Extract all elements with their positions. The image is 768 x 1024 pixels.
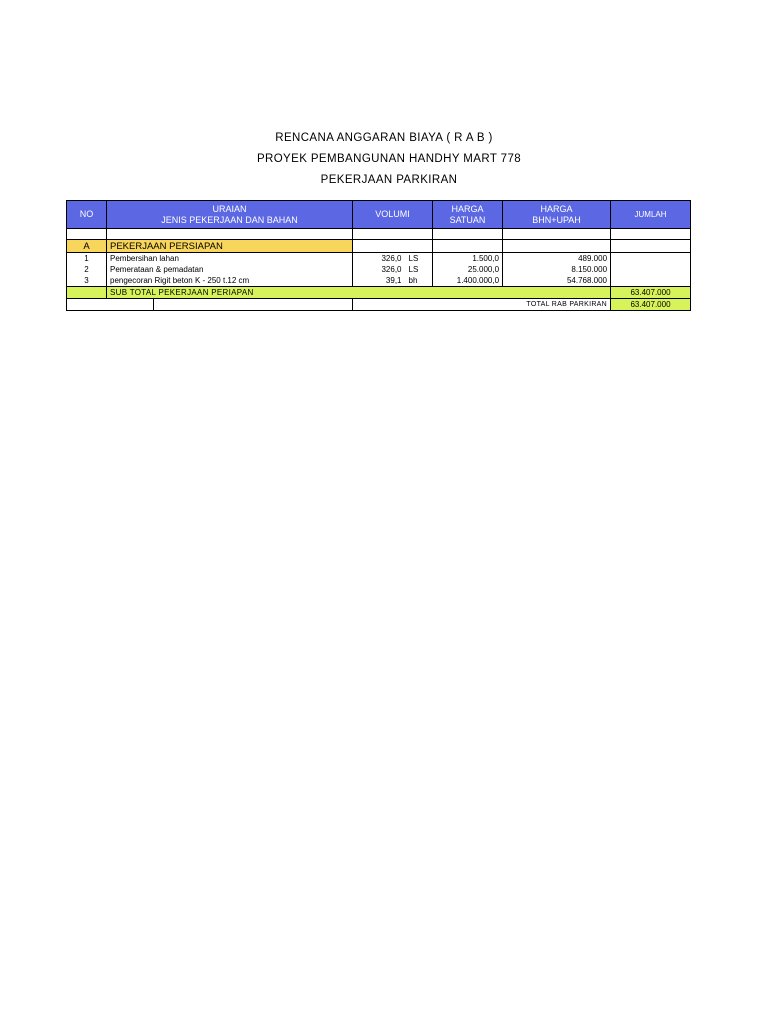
table-header-row (67, 201, 691, 229)
item-jumlah (611, 264, 691, 275)
item-no: 2 (67, 264, 107, 275)
header-harga-bhn-upah (503, 201, 611, 229)
document-title: RENCANA ANGGARAN BIAYA ( R A B ) (275, 132, 493, 144)
subtotal-label: SUB TOTAL PEKERJAAN PERIAPAN (107, 287, 611, 299)
item-volume: 326,0 (353, 253, 405, 265)
header-jumlah: JUMLAH (611, 201, 691, 229)
item-harga-bhn-upah: 54.768.000 (503, 275, 611, 287)
header-harga-satuan-line1: HARGA (451, 203, 484, 214)
item-no: 1 (67, 253, 107, 265)
item-uraian: Pembersihan lahan (107, 253, 353, 265)
grand-total-label: TOTAL RAB PARKIRAN (353, 299, 611, 311)
header-harga-bhn-line2: BHN+UPAH (532, 214, 581, 225)
item-volume: 39,1 (353, 275, 405, 287)
header-harga-bhn-line1: HARGA (540, 203, 573, 214)
header-uraian-line2: JENIS PEKERJAAN DAN BAHAN (161, 214, 298, 225)
item-harga-bhn-upah: 489.000 (503, 253, 611, 265)
header-no: NO (67, 201, 107, 229)
table-row (67, 264, 691, 275)
grand-total-row (67, 299, 691, 311)
section-name: PEKERJAAN PERSIAPAN (107, 240, 353, 253)
item-satuan: LS (405, 253, 433, 265)
item-harga-satuan: 1.500,0 (433, 253, 503, 265)
section-row (67, 240, 691, 253)
item-satuan: LS (405, 264, 433, 275)
item-no: 3 (67, 275, 107, 287)
item-uraian: Pemerataan & pemadatan (107, 264, 353, 275)
header-volumi: VOLUMI (353, 201, 433, 229)
spacer-row (67, 229, 691, 240)
item-volume: 326,0 (353, 264, 405, 275)
item-jumlah (611, 275, 691, 287)
subtotal-value: 63.407.000 (611, 287, 691, 299)
rab-table (66, 200, 691, 311)
grand-total-value: 63.407.000 (611, 299, 691, 311)
item-uraian: pengecoran Rigit beton K - 250 t.12 cm (107, 275, 353, 287)
work-name: PEKERJAAN PARKIRAN (320, 174, 458, 186)
item-satuan: bh (405, 275, 433, 287)
table-row (67, 275, 691, 287)
section-code: A (67, 240, 107, 253)
header-uraian (107, 201, 353, 229)
table-row (67, 253, 691, 265)
item-harga-satuan: 1.400.000,0 (433, 275, 503, 287)
header-harga-satuan (433, 201, 503, 229)
header-harga-satuan-line2: SATUAN (449, 214, 486, 225)
project-name: PROYEK PEMBANGUNAN HANDHY MART 778 (256, 153, 522, 165)
subtotal-row (67, 287, 691, 299)
item-harga-satuan: 25.000,0 (433, 264, 503, 275)
document-title-block (0, 128, 768, 191)
item-harga-bhn-upah: 8.150.000 (503, 264, 611, 275)
header-uraian-line1: URAIAN (212, 203, 247, 214)
item-jumlah (611, 253, 691, 265)
